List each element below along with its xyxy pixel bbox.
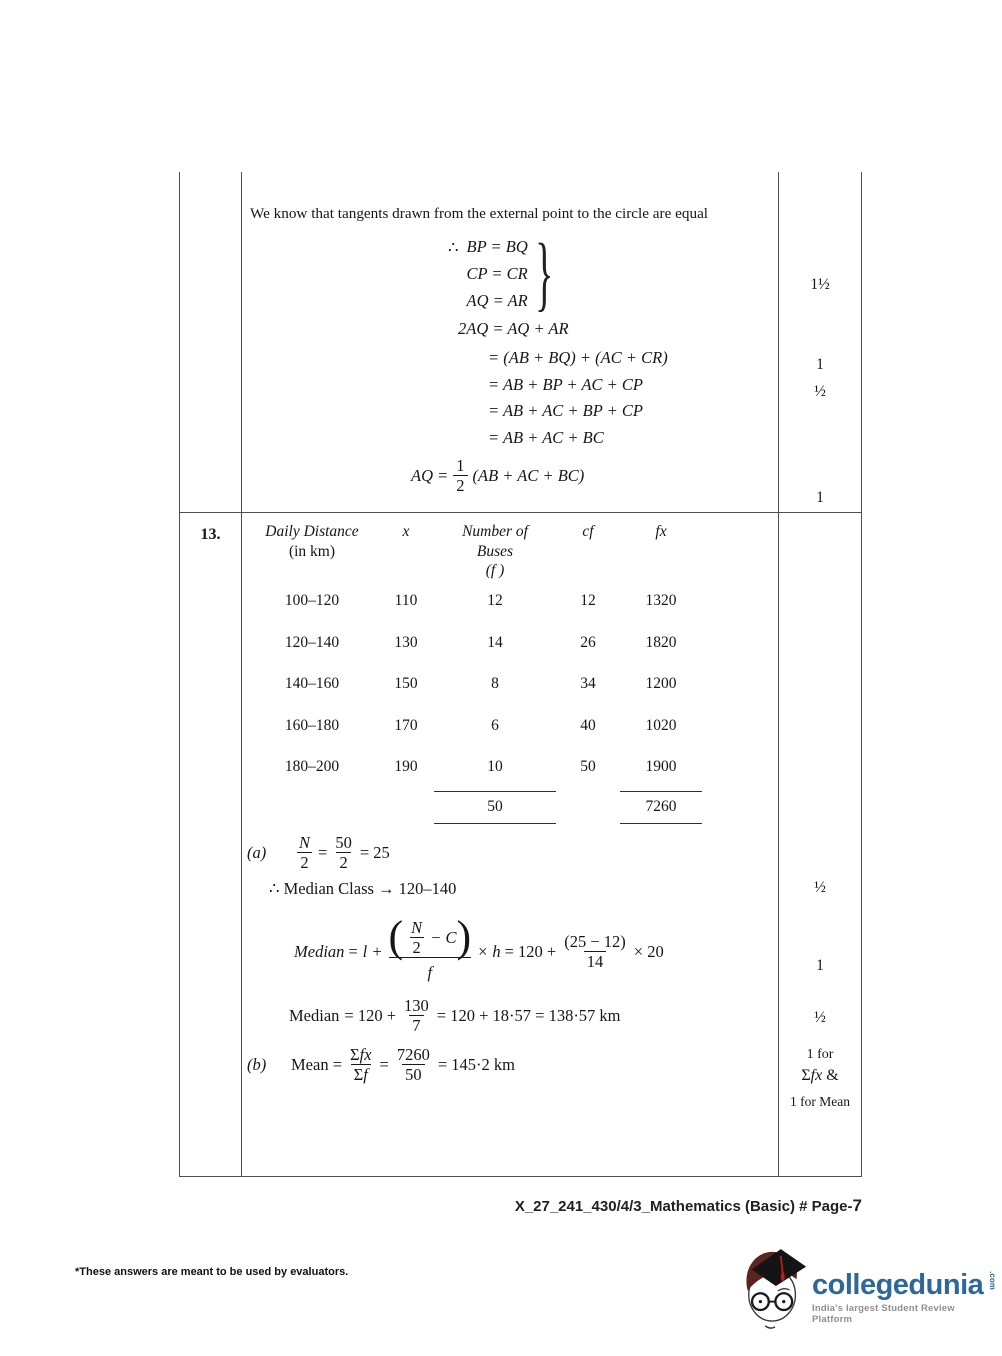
fraction-50-2: $\frac{50}{2}$ <box>335 833 352 872</box>
open-paren: ( <box>388 912 404 961</box>
times-h: × h <box>477 942 501 961</box>
equation-column <box>467 233 528 314</box>
part-b-line <box>247 1045 778 1084</box>
totals-row <box>252 791 778 824</box>
table-row: 120–140 130 14 26 1820 <box>284 633 677 651</box>
fraction-sum-fx-over-sum-f: $\frac{\text{Σfx}}{\Sigma f}$ <box>350 1045 372 1084</box>
step-line: = AB + AC + BP + CP <box>488 401 644 420</box>
mean-equals: Mean = <box>291 1055 342 1074</box>
brand-tld: .com <box>988 1271 998 1290</box>
mascot-icon <box>740 1242 810 1334</box>
median-class-line: ∴ Median Class → 120–140 <box>269 879 457 898</box>
big-fraction-numerator <box>388 912 472 961</box>
solution-cell-q12 <box>242 172 779 512</box>
equals-120-plus: = 120 + <box>504 942 557 961</box>
therefore-symbol: ∴ <box>448 238 459 257</box>
note-line-2: Σfx & <box>801 1067 839 1084</box>
equals-sign: = <box>379 1055 389 1074</box>
equals-sign: = <box>318 843 328 862</box>
fraction-n-2: $\frac{N}{2}$ <box>299 833 311 872</box>
fraction-one-half: $\frac{1}{2}$ <box>453 456 467 495</box>
total-fx: 7260 <box>620 791 702 824</box>
median-result: = 120 + 18·57 = 138·57 km <box>436 1006 621 1025</box>
table-row: 140–160 150 8 34 1200 <box>284 675 677 693</box>
collegedunia-logo <box>740 1242 998 1342</box>
table-row: 160–180 170 6 40 1020 <box>284 716 677 734</box>
final-lhs: AQ = <box>411 466 449 485</box>
times-20: × 20 <box>633 942 664 961</box>
equation-2aq: 2AQ = AQ + AR <box>458 319 569 338</box>
note-line-3: 1 for Mean <box>790 1094 850 1109</box>
marks-cell-q12 <box>779 172 861 512</box>
question-number: 13. <box>200 526 221 543</box>
equation-bp-bq: BP = BQ <box>466 237 528 256</box>
eq-120-plus: = 120 + <box>344 1006 397 1025</box>
median-big-fraction <box>388 912 472 986</box>
header-x: x <box>402 523 410 540</box>
mark-value: ½ <box>814 879 826 896</box>
equation-system <box>448 226 778 320</box>
header-number-of-buses: Number of Buses (f ) <box>462 523 528 579</box>
mark-value: ½ <box>814 1009 826 1026</box>
median-word: Median <box>294 942 345 961</box>
marks-breakdown-note <box>779 1044 861 1112</box>
tangents-statement: We know that tangents drawn from the external point to the circle are equal <box>250 205 709 222</box>
marks-cell-q13 <box>779 513 861 1176</box>
median-formula <box>294 912 778 986</box>
close-paren: ) <box>456 912 472 961</box>
part-a-label: (a) <box>247 843 267 862</box>
brand-tagline: India's largest Student Review Platform <box>812 1303 955 1325</box>
page-number: 7 <box>852 1196 862 1215</box>
table-row: 180–200 190 10 50 1900 <box>284 758 677 776</box>
minus-c: − C <box>430 927 457 947</box>
total-frequency: 50 <box>434 791 556 824</box>
document-code: X_27_241_430/4/3_Mathematics (Basic) # Page-7 <box>514 1196 862 1215</box>
derivation-steps <box>488 345 778 451</box>
header-fx: fx <box>655 523 667 540</box>
median-eq-l: = l + <box>347 942 383 961</box>
question-number-cell-empty <box>180 172 242 512</box>
solution-cell-q13 <box>242 513 779 1176</box>
equation-aq-ar: AQ = AR <box>466 291 528 310</box>
mark-value: 1½ <box>810 276 830 293</box>
note-line-1: 1 for <box>806 1047 834 1062</box>
mark-value: 1 <box>816 356 824 373</box>
fraction-25-12-over-14: $\frac{(25 - 12)}{14}$ <box>564 932 626 971</box>
big-fraction-denominator: f <box>389 957 472 986</box>
table-row: 100–120 110 12 12 1320 <box>284 592 677 610</box>
result-25: = 25 <box>359 843 390 862</box>
brand-name: collegedunia <box>812 1269 984 1301</box>
part-a-line <box>247 833 778 872</box>
system-brace: } <box>534 226 554 320</box>
step-line: = (AB + BQ) + (AC + CR) <box>488 348 668 367</box>
mark-value: 1 <box>816 957 824 974</box>
logo-text-block <box>812 1242 998 1342</box>
frequency-table <box>252 522 778 824</box>
fraction-130-7: $\frac{130}{7}$ <box>404 996 429 1035</box>
question-number-cell <box>180 513 242 1176</box>
part-b-label: (b) <box>247 1055 267 1074</box>
median-numeric-line <box>289 996 778 1035</box>
mark-value: 1 <box>816 489 824 506</box>
fraction-7260-50: $\frac{7260}{50}$ <box>396 1045 430 1084</box>
answer-row-q13 <box>180 513 861 1176</box>
evaluators-note: *These answers are meant to be used by evaluators. <box>75 1266 349 1278</box>
equation-cp-cr: CP = CR <box>466 264 528 283</box>
mark-value: ½ <box>814 383 826 400</box>
fraction-n-2-inner: $\frac{N}{2}$ <box>411 917 423 957</box>
final-rhs: (AB + AC + BC) <box>472 466 585 485</box>
frequency-table-header <box>252 522 778 581</box>
step-line: = AB + AC + BC <box>488 427 604 447</box>
step-line: = AB + BP + AC + CP <box>488 374 644 394</box>
median-word-2: Median <box>289 1006 340 1025</box>
final-equation-aq <box>411 456 778 495</box>
header-daily-distance: Daily Distance (in km) <box>265 523 359 560</box>
answer-row-q12 <box>180 172 861 513</box>
header-cf: cf <box>582 523 594 540</box>
answers-table <box>179 172 862 1177</box>
mean-result: = 145·2 km <box>437 1055 515 1074</box>
